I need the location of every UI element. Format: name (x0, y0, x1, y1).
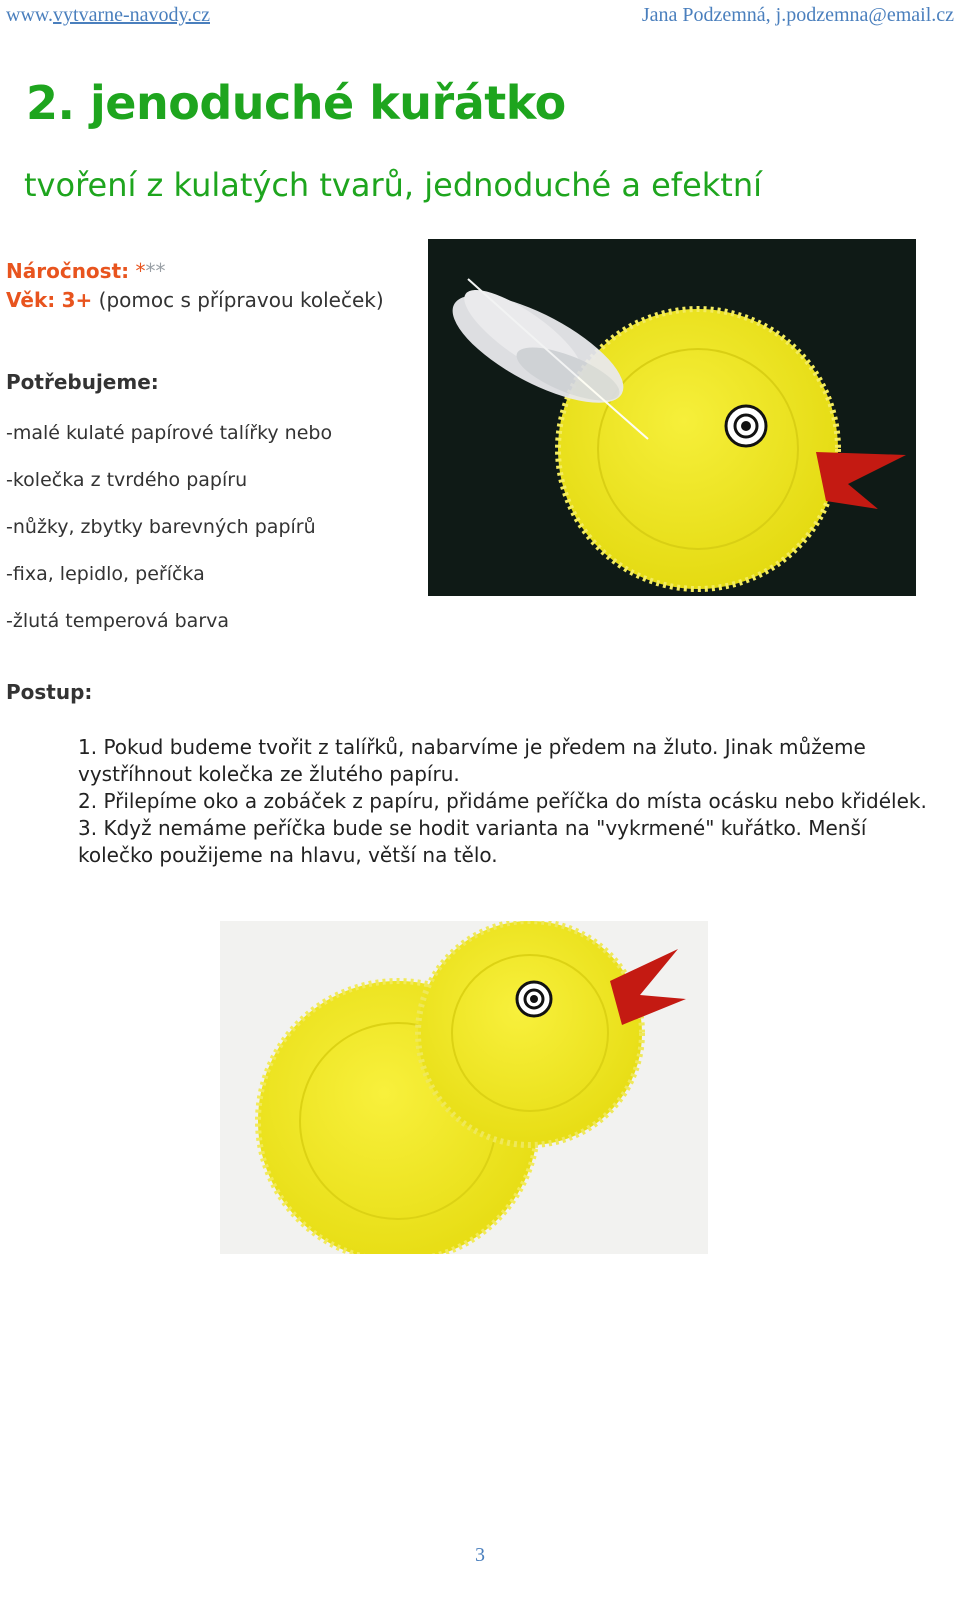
procedure-title: Postup: (6, 680, 93, 704)
chick-feather-photo (428, 239, 916, 596)
difficulty-label: Náročnost: (6, 259, 130, 283)
website-link[interactable]: www.vytvarne-navody.cz (6, 4, 210, 26)
material-item: -žlutá temperová barva (6, 610, 230, 632)
two-plate-chick-illustration (220, 921, 708, 1254)
chick-feather-illustration (428, 239, 916, 596)
page-title: 2. jenoduché kuřátko (26, 76, 566, 130)
materials-title: Potřebujeme: (6, 370, 159, 394)
material-item: -kolečka z tvrdého papíru (6, 469, 248, 491)
page-number: 3 (475, 1544, 485, 1566)
procedure-step: 3. Když nemáme peříčka bude se hodit varianta na "vykrmené" kuřátko. Menší kolečko použijeme na hlavu, větší na tělo. (78, 816, 867, 867)
age-line (6, 288, 384, 312)
page-header (6, 4, 954, 28)
material-item: -nůžky, zbytky barevných papírů (6, 516, 316, 538)
procedure-steps (78, 734, 928, 869)
author-contact-link[interactable]: Jana Podzemná, j.podzemna@email.cz (641, 4, 954, 26)
difficulty-line (6, 259, 166, 283)
procedure-step: 1. Pokud budeme tvořit z talířků, nabarvíme je předem na žluto. Jinak můžeme vystříhnout kolečka ze žlutého papíru. (78, 735, 866, 786)
two-plate-chick-photo (220, 921, 708, 1254)
difficulty-stars-filled: * (135, 259, 146, 283)
age-label: Věk: (6, 288, 56, 312)
procedure-step: 2. Přilepíme oko a zobáček z papíru, přidáme peříčka do místa ocásku nebo křidélek. (78, 789, 927, 813)
age-value: 3+ (61, 288, 93, 312)
eye-icon (726, 406, 766, 446)
material-item: -malé kulaté papírové talířky nebo (6, 422, 333, 444)
page-subtitle: tvoření z kulatých tvarů, jednoduché a efektní (24, 166, 762, 204)
difficulty-stars-empty: ** (145, 259, 166, 283)
age-note: (pomoc s přípravou koleček) (98, 288, 384, 312)
material-item: -fixa, lepidlo, peříčka (6, 563, 205, 585)
eye-icon (517, 982, 551, 1016)
